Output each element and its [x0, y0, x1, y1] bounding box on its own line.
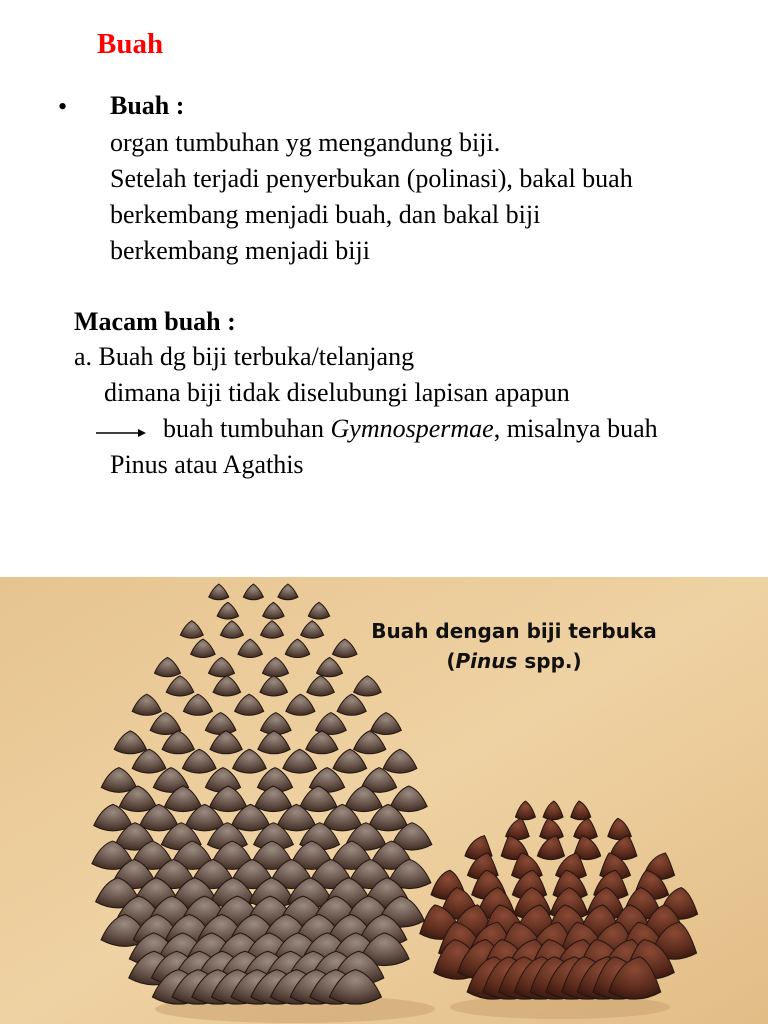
photo-caption — [330, 616, 698, 676]
caption-line-1: Buah dengan biji terbuka — [371, 619, 657, 643]
slide-title: Buah — [97, 28, 164, 60]
definition-line-1: organ tumbuhan yg mengandung biji. — [110, 128, 501, 157]
types-heading: Macam buah : — [74, 307, 236, 336]
definition-line-4: berkembang menjadi biji — [110, 236, 370, 265]
bullet-marker: • — [58, 92, 68, 121]
example-taxon: Gymnospermae — [330, 414, 494, 443]
caption-genus: Pinus — [455, 649, 518, 673]
definition-term: Buah : — [110, 91, 185, 120]
right-arrow-icon — [96, 427, 146, 439]
example-continuation: Pinus atau Agathis — [110, 450, 304, 479]
definition-line-2: Setelah terjadi penyerbukan (polinasi), bakal buah — [110, 164, 633, 193]
type-a-detail: dimana biji tidak diselubungi lapisan apapun — [104, 378, 570, 407]
example-line — [163, 413, 658, 445]
definition-line-3: berkembang menjadi buah, dan bakal biji — [110, 200, 541, 229]
type-a-label: a. Buah dg biji terbuka/telanjang — [74, 342, 415, 371]
example-prefix: buah tumbuhan — [163, 414, 331, 443]
caption-line-2: (Pinus spp.) — [446, 649, 582, 673]
example-suffix: , misalnya buah — [493, 414, 658, 443]
